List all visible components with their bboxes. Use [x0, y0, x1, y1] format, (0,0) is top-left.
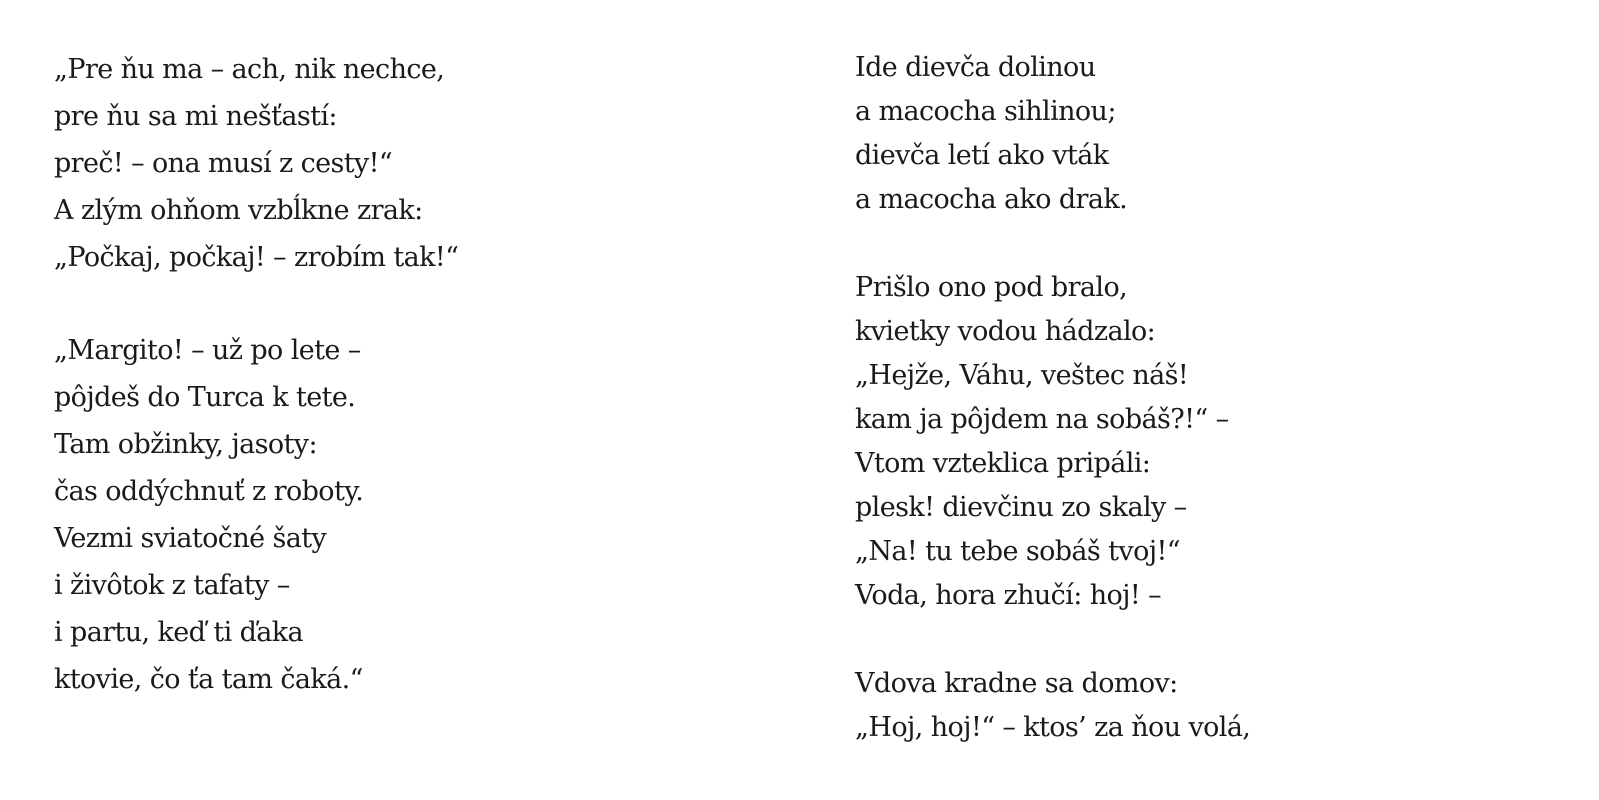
poem-line: dievča letí ako vták: [855, 140, 1109, 171]
poem-line: a macocha sihlinou;: [855, 96, 1116, 127]
poem-line: Prišlo ono pod bralo,: [855, 272, 1128, 303]
poem-text-left: [54, 46, 458, 703]
poem-line: čas oddýchnuť z roboty.: [54, 476, 364, 507]
poem-line: „Na! tu tebe sobáš tvoj!“: [855, 536, 1180, 567]
poem-line: kvietky vodou hádzalo:: [855, 316, 1156, 347]
poem-line: plesk! dievčinu zo skaly –: [855, 492, 1187, 523]
poem-line: Vtom vzteklica pripáli:: [855, 448, 1151, 479]
poem-line: Vdova kradne sa domov:: [855, 668, 1178, 699]
poem-line: „Margito! – už po lete –: [54, 335, 361, 366]
poem-line: A zlým ohňom vzbĺkne zrak:: [54, 195, 423, 226]
poem-line: „Hejže, Váhu, veštec náš!: [855, 360, 1189, 391]
stanza: [855, 662, 1250, 750]
poem-line: Tam obžinky, jasoty:: [54, 429, 317, 460]
stanza: [54, 327, 458, 703]
poem-line: „Počkaj, počkaj! – zrobím tak!“: [54, 242, 459, 273]
poem-text-right: [855, 46, 1250, 750]
poem-line: pôjdeš do Turca k tete.: [54, 382, 356, 413]
stanza: [855, 266, 1250, 618]
poem-line: preč! – ona musí z cesty!“: [54, 148, 393, 179]
poem-line: i živôtok z tafaty –: [54, 570, 290, 601]
poem-line: ktovie, čo ťa tam čaká.“: [54, 664, 363, 695]
poem-line: „Pre ňu ma – ach, nik nechce,: [54, 54, 445, 85]
poem-line: pre ňu sa mi nešťastí:: [54, 101, 337, 132]
right-page: [800, 0, 1560, 800]
poem-line: „Hoj, hoj!“ – ktos’ za ňou volá,: [855, 712, 1251, 743]
poem-line: kam ja pôjdem na sobáš?!“ –: [855, 404, 1229, 435]
poem-line: i partu, keď ti ďaka: [54, 617, 304, 648]
poem-line: a macocha ako drak.: [855, 184, 1128, 215]
left-page: [0, 0, 760, 800]
poem-line: Voda, hora zhučí: hoj! –: [855, 580, 1162, 611]
poem-line: Vezmi sviatočné šaty: [54, 523, 327, 554]
stanza: [54, 46, 458, 281]
stanza: [855, 46, 1250, 222]
poem-line: Ide dievča dolinou: [855, 52, 1096, 83]
